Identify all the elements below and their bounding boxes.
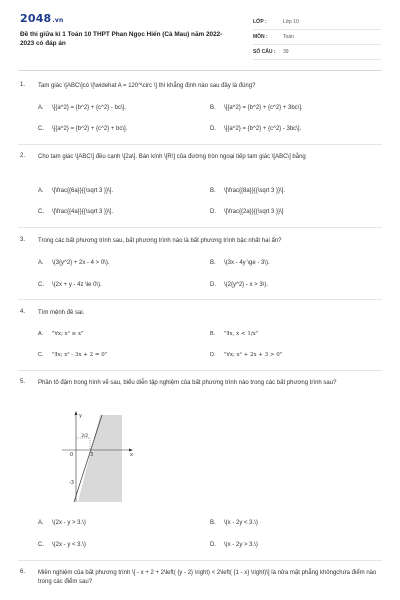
option-text: \[\frac{{4a}}{{\sqrt 3 }}\]. (52, 209, 114, 215)
option-4a[interactable] (38, 331, 84, 337)
option-text: \(x - 2y < 3.\) (224, 520, 258, 526)
question-text: Miền nghiệm của bất phương trình \[ - x + 2 + 2\left( {y - 2} \right) < 2\left( {1 - x} \right)\] là nửa mặt phẳng khôngchứa điểm nào trong các điểm sau? (38, 570, 377, 585)
y-axis-arrow (75, 411, 78, 415)
option-text: "∃x, x < 1/x" (224, 331, 259, 337)
meta-row-count (253, 45, 381, 60)
question-number: 3. (20, 237, 26, 243)
question-text: Tìm mệnh đề sai. (38, 310, 85, 316)
option-1a[interactable] (38, 105, 126, 111)
question-number: 4. (20, 309, 26, 315)
option-2c[interactable] (38, 209, 113, 215)
option-text: "∃x; x² - 3x + 2 = 0" (52, 352, 108, 358)
option-5b[interactable] (210, 520, 258, 526)
option-3d[interactable] (210, 282, 268, 288)
option-label: B. (210, 105, 216, 111)
option-text: \(x - 2y > 3.\) (224, 542, 258, 548)
option-label: C. (38, 126, 44, 132)
option-label: C. (38, 209, 44, 215)
meta-key: SỐ CÂU : (253, 49, 276, 55)
option-text: \(2{y^2} - x > 3\). (224, 282, 269, 288)
option-label: C. (38, 282, 44, 288)
option-text: \[{a^2} = {b^2} + {c^2} - bc\]. (52, 105, 126, 111)
question-number: 2. (20, 153, 26, 159)
option-label: A. (38, 188, 44, 194)
question-divider (18, 370, 382, 371)
exam-title: Đề thi giữa kì 1 Toán 10 THPT Phan Ngọc Hiển (Cà Mau) năm 2022-2023 có đáp án (20, 31, 223, 47)
meta-row-subject (253, 30, 381, 45)
option-text: \(3x - 4y \ge - 3\). (224, 260, 270, 266)
option-5a[interactable] (38, 520, 86, 526)
x-axis-label: x (130, 452, 133, 458)
y-axis-label: y (79, 413, 82, 419)
option-5d[interactable] (210, 542, 258, 548)
option-1c[interactable] (38, 126, 127, 132)
option-3b[interactable] (210, 260, 270, 266)
logo-suffix: .vn (52, 17, 64, 24)
option-label: D. (210, 542, 216, 548)
question-number: 5. (20, 379, 26, 385)
option-2d[interactable] (210, 209, 283, 215)
option-5c[interactable] (38, 542, 86, 548)
option-label: C. (38, 542, 44, 548)
y-tick-label: 3/2 (81, 434, 89, 439)
option-label: B. (210, 260, 216, 266)
exam-meta (253, 15, 381, 60)
option-label: D. (210, 282, 216, 288)
option-label: A. (38, 520, 44, 526)
question-divider (18, 227, 382, 228)
question-text: Cho tam giác \[ABC\] đều cạnh \[2a\]. Bán kính \[R\] của đường tròn ngoại tiếp tam giác \[ABC\] bằng (38, 154, 306, 160)
option-text: \(2x - y < 3.\) (52, 542, 86, 548)
option-text: \[\frac{{6a}}{{\sqrt 3 }}\]. (52, 188, 114, 194)
option-label: B. (210, 331, 216, 337)
logo-text: 2048 (20, 12, 52, 25)
option-4c[interactable] (38, 352, 107, 358)
option-label: A. (38, 260, 44, 266)
option-text: \[\frac{{8a}}{{\sqrt 3 }}\]. (224, 188, 286, 194)
option-text: "∀x; x² ≥ x" (52, 331, 84, 337)
y-low-label: -3 (69, 480, 74, 486)
option-text: \[{a^2} = {b^2} + {c^2} + bc\]. (52, 126, 128, 132)
question-text: Tam giác \[ABC\]có \[\widehat A = 120^\circ \] thì khẳng định nào sau đây là đúng? (38, 83, 256, 89)
meta-key: LỚP : (253, 19, 267, 25)
shaded-region (78, 415, 122, 502)
origin-label: 0 (70, 452, 74, 458)
meta-value: Toán (283, 34, 294, 40)
option-4d[interactable] (210, 352, 282, 358)
option-4b[interactable] (210, 331, 258, 337)
option-3a[interactable] (38, 260, 110, 266)
question-divider (18, 560, 382, 561)
meta-value: Lớp 10 (283, 19, 299, 25)
option-1d[interactable] (210, 126, 301, 132)
x-tick-label: 3 (90, 452, 94, 458)
question-divider (18, 144, 382, 145)
option-label: B. (210, 520, 216, 526)
site-logo[interactable] (20, 12, 63, 25)
option-text: "∀x; x² + 2x + 3 > 0" (224, 352, 283, 358)
option-label: A. (38, 105, 44, 111)
option-label: A. (38, 331, 44, 337)
option-label: B. (210, 188, 216, 194)
option-text: \[{a^2} = {b^2} + {c^2} - 3bc\]. (224, 126, 302, 132)
option-2a[interactable] (38, 188, 113, 194)
option-label: D. (210, 209, 216, 215)
meta-value: 39 (283, 49, 289, 55)
question-text: Phần tô đậm trong hình vẽ sau, biểu diễn tập nghiệm của bất phương trình nào trong các bất phương trình sau? (38, 380, 337, 386)
option-label: D. (210, 126, 216, 132)
option-text: \(2x + y - 4z \le 0\). (52, 282, 102, 288)
option-text: \[\frac{{2a}}{{\sqrt 3 }}\] (224, 209, 284, 215)
option-label: C. (38, 352, 44, 358)
inequality-graph (60, 410, 140, 505)
question-number: 6. (20, 569, 26, 575)
meta-key: MÔN : (253, 34, 268, 40)
question-text: Trong các bất phương trình sau, bất phương trình nào là bất phương trình bậc nhất hai ẩn? (38, 238, 282, 244)
graph-svg (60, 410, 140, 505)
option-3c[interactable] (38, 282, 102, 288)
question-number: 1. (20, 82, 26, 88)
option-1b[interactable] (210, 105, 303, 111)
option-text: \[{a^2} = {b^2} + {c^2} + 3bc\]. (224, 105, 303, 111)
option-text: \(3{y^2} + 2x - 4 > 0\). (52, 260, 110, 266)
question-divider (18, 299, 382, 300)
header (0, 0, 400, 62)
header-divider (18, 70, 382, 71)
option-text: \(2x - y > 3.\) (52, 520, 86, 526)
meta-row-class (253, 15, 381, 30)
option-2b[interactable] (210, 188, 285, 194)
option-label: D. (210, 352, 216, 358)
